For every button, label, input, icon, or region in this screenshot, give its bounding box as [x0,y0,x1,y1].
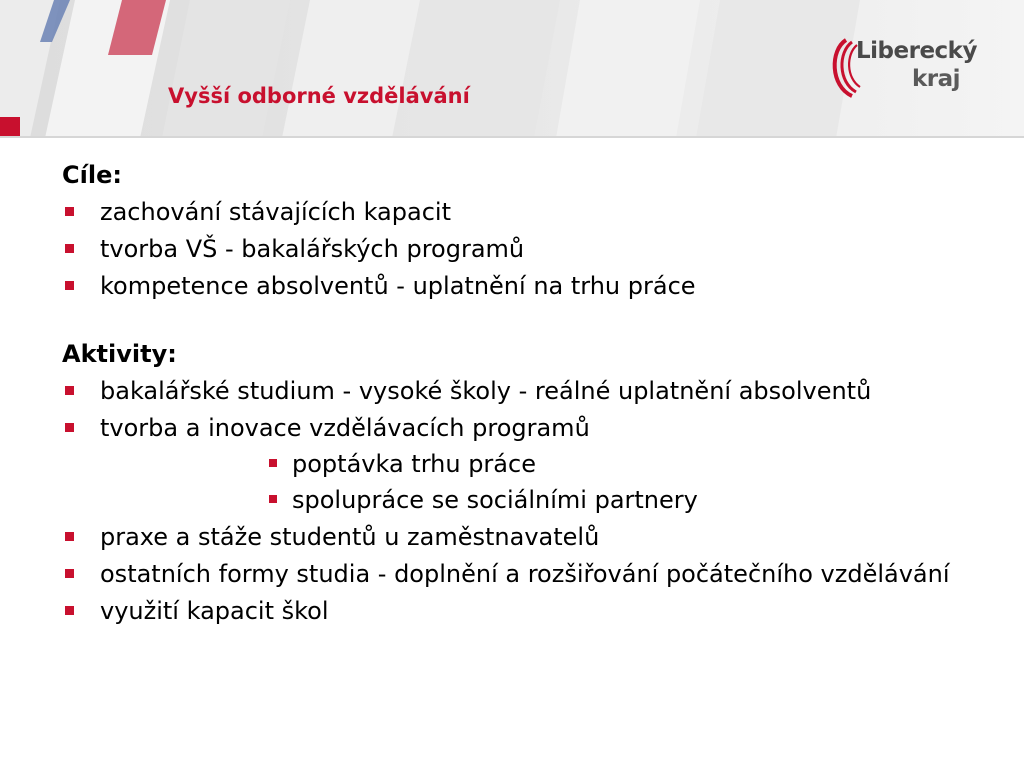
square-bullet-icon [65,207,74,216]
list-item-text: tvorba VŠ - bakalářských programů [100,235,525,263]
list-item-text: ostatních formy studia - doplnění a rozšiřování počátečního vzdělávání [100,560,950,588]
list-item [62,376,982,406]
section-spacer [62,301,982,339]
sub-list-item [62,449,982,479]
list-item-text: zachování stávajících kapacit [100,198,451,226]
liberecky-kraj-logo [826,36,994,102]
cile-list [62,197,982,301]
square-bullet-icon [65,244,74,253]
section-heading-cile: Cíle: [62,161,122,189]
square-bullet-icon [269,495,277,503]
list-item [62,596,982,626]
square-bullet-icon [65,532,74,541]
square-bullet-icon [65,569,74,578]
list-item [62,559,982,589]
list-item-text: kompetence absolventů - uplatnění na trhu práce [100,272,696,300]
list-item [62,271,982,301]
header-divider [0,136,1024,138]
logo-text-liberecky: Liberecký [856,38,977,64]
sub-list-item-text: spolupráce se sociálními partnery [292,486,698,514]
logo-text-kraj: kraj [912,66,961,92]
list-item [62,234,982,264]
square-bullet-icon [65,281,74,290]
square-bullet-icon [65,386,74,395]
aktivity-list [62,376,982,626]
section-heading-aktivity: Aktivity: [62,340,177,368]
slide-content [62,160,982,626]
sub-list-item-text: poptávka trhu práce [292,450,536,478]
list-item-text: tvorba a inovace vzdělávacích programů [100,414,590,442]
list-item [62,413,982,443]
square-bullet-icon [65,423,74,432]
header-panel [556,0,700,138]
square-bullet-icon [269,459,277,467]
sub-list-item [62,485,982,515]
list-item-text: využití kapacit škol [100,597,329,625]
red-corner-marker [0,117,20,137]
list-item [62,197,982,227]
list-item-text: praxe a stáže studentů u zaměstnavatelů [100,523,600,551]
list-item [62,522,982,552]
slide-title: Vyšší odborné vzdělávání [168,84,470,108]
square-bullet-icon [65,606,74,615]
list-item-text: bakalářské studium - vysoké školy - reálné uplatnění absolventů [100,377,872,405]
